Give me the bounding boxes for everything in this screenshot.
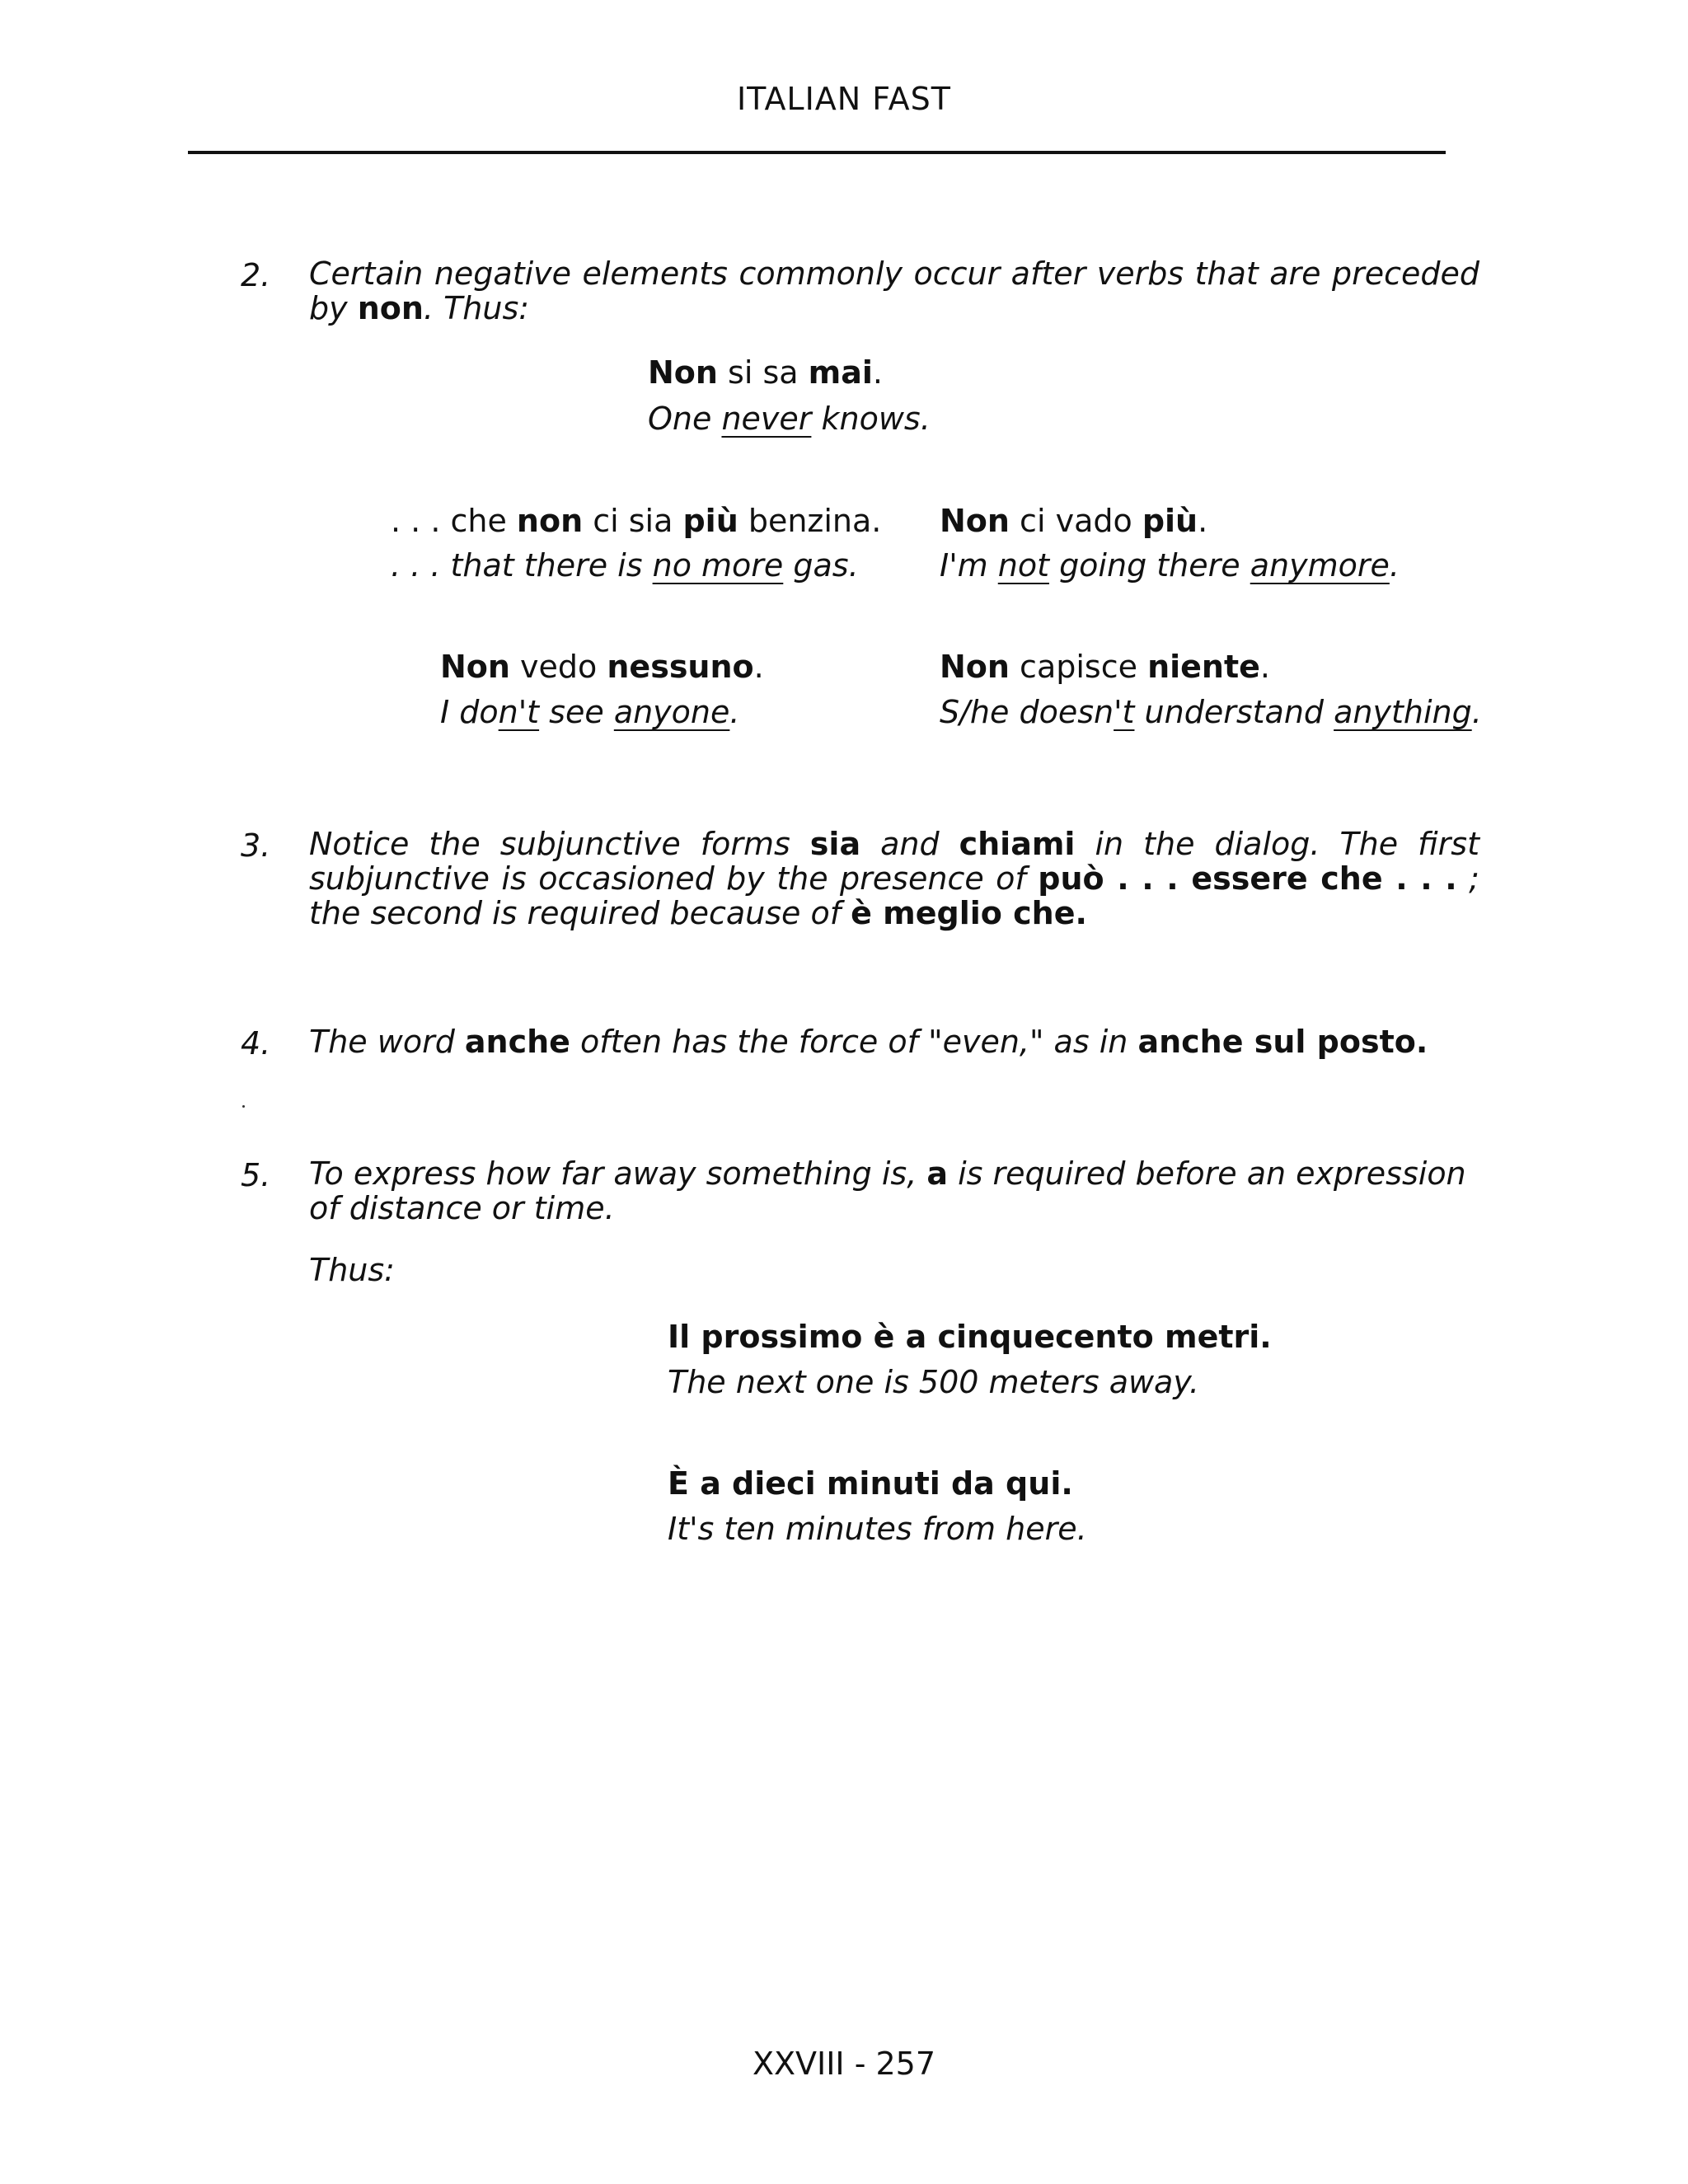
example-non-vedo-nessuno: Non vedo nessuno. [440, 649, 764, 685]
example-non-capisce-niente: Non capisce niente. [940, 649, 1270, 685]
running-header: ITALIAN FAST [736, 81, 952, 117]
page-number: XXVIII - 257 [752, 2046, 936, 2082]
example-e-a-dieci-minuti: È a dieci minuti da qui. [668, 1465, 1073, 1502]
item-5-text: To express how far away something is, a is required before an expression of distance or time. [309, 1155, 1466, 1226]
stray-mark [242, 1105, 245, 1108]
item-5-thus: Thus: [309, 1252, 395, 1288]
item-5-number: 5. [241, 1157, 271, 1193]
translation-doesnt-understand-anything: S/he doesn't understand anything. [940, 694, 1482, 730]
header-rule [188, 151, 1446, 154]
item-3-text: Notice the subjunctive forms sia and chiami in the dialog. The first subjunctive is occasioned by the presence of può . . . essere che . . . ; the second is required because of è meglio che. [309, 826, 1479, 931]
item-2-number: 2. [241, 257, 271, 293]
translation-not-going-anymore: I'm not going there anymore. [940, 547, 1400, 583]
item-2-text: Certain negative elements commonly occur after verbs that are preceded by non. Thus: [309, 255, 1479, 326]
example-il-prossimo: Il prossimo è a cinquecento metri. [668, 1319, 1272, 1355]
item-4-number: 4. [241, 1025, 271, 1062]
translation-ten-minutes: It's ten minutes from here. [668, 1511, 1087, 1547]
translation-next-one: The next one is 500 meters away. [668, 1364, 1199, 1400]
example-che-non-ci-sia: . . . che non ci sia più benzina. [391, 503, 882, 539]
translation-dont-see-anyone: I don't see anyone. [440, 694, 740, 730]
example-non-si-sa-mai: Non si sa mai. [648, 354, 884, 391]
example-non-ci-vado-piu: Non ci vado più. [940, 503, 1208, 539]
item-3-number: 3. [241, 827, 271, 864]
item-4-text: The word anche often has the force of "even," as in anche sul posto. [309, 1024, 1428, 1060]
translation-one-never-knows: One never knows. [648, 401, 931, 437]
translation-no-more-gas: . . . that there is no more gas. [391, 547, 859, 583]
